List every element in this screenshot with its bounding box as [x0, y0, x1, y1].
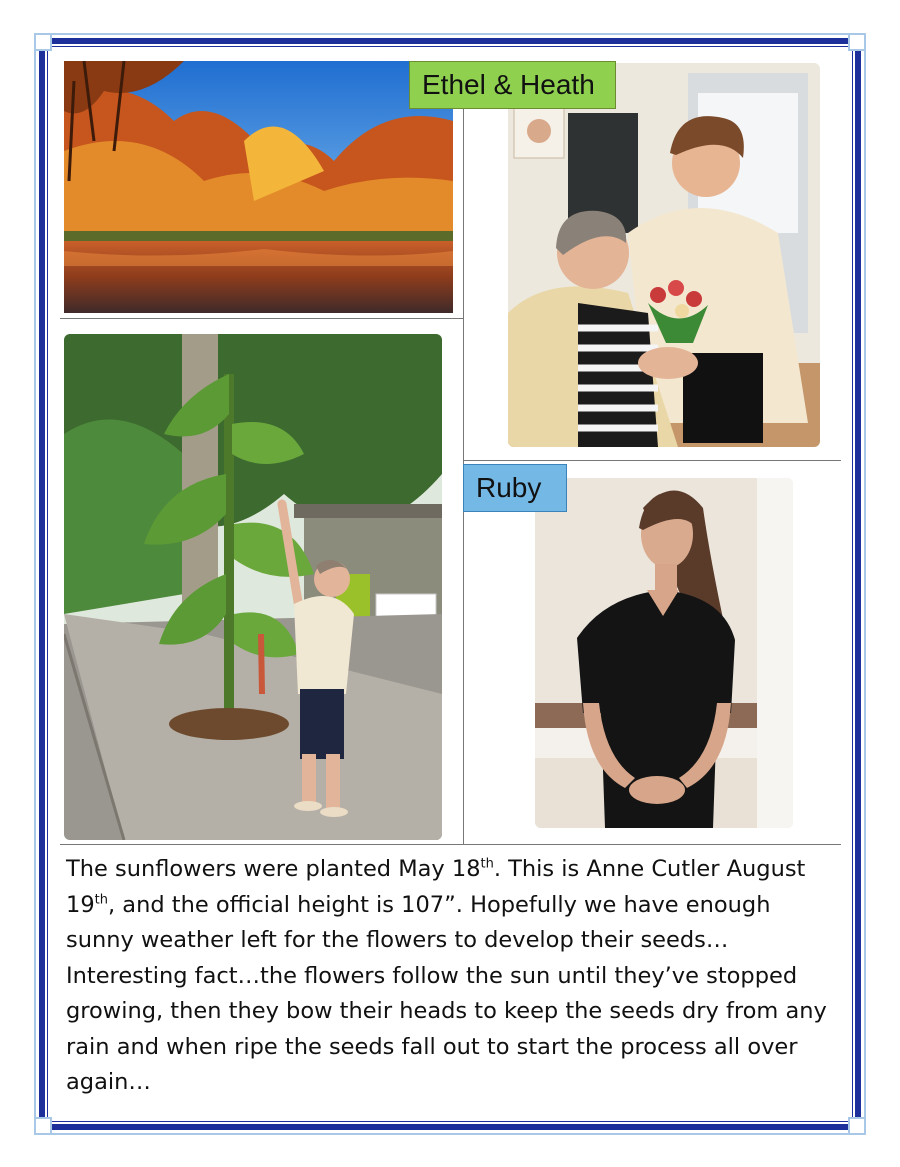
- autumn-lake-photo: [64, 61, 453, 313]
- border-corner: [34, 33, 52, 51]
- caption-p1-part-c: , and the official height is 107”. Hopefully we have enough sunny weather left for the flowers to develop their seeds…: [66, 891, 771, 953]
- ordinal-suffix: th: [480, 856, 494, 872]
- ordinal-suffix: th: [94, 892, 108, 907]
- ethel-heath-photo: [508, 63, 820, 447]
- sunflower-photo: [64, 334, 442, 840]
- row-divider-bottom: [60, 844, 841, 845]
- caption-paragraph-2: Interesting fact…the flowers follow the sun until they’ve stopped growing, then they bow their heads to keep the seeds dry from any rain and when ripe the seeds fall out to start the process all over again…: [66, 962, 827, 1095]
- caption-p1-part-a: The sunflowers were planted May 18: [66, 856, 481, 882]
- label-ruby: Ruby: [463, 464, 567, 512]
- border-corner: [848, 33, 866, 51]
- row-divider-right: [463, 460, 841, 461]
- label-ethel-heath: Ethel & Heath: [409, 61, 616, 109]
- caption-text: [66, 852, 836, 1101]
- column-divider: [463, 62, 464, 844]
- caption-paragraph-1: [66, 852, 836, 959]
- row-divider-left: [60, 318, 463, 319]
- ruby-photo: [535, 478, 793, 828]
- caption-p1-part-b: . This is Anne Cutler August 19: [66, 856, 806, 918]
- border-corner: [34, 1117, 52, 1135]
- border-corner: [848, 1117, 866, 1135]
